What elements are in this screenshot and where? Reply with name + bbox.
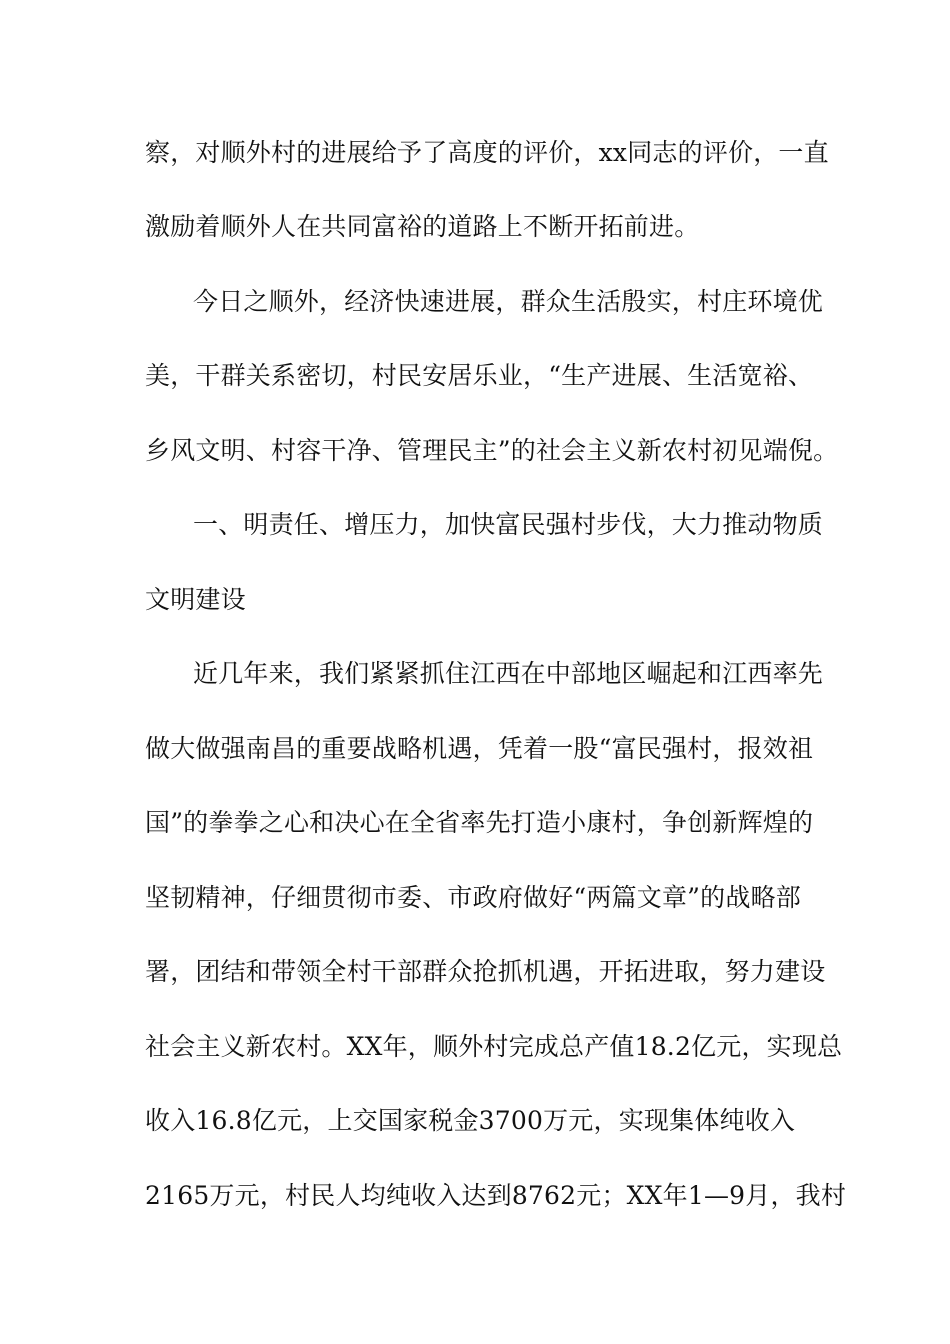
paragraph-line-9: 做大做强南昌的重要战略机遇，凭着一股“富民强村，报效祖 bbox=[145, 734, 814, 763]
paragraph-line-1: 察，对顺外村的进展给予了高度的评价，xx同志的评价，一直 bbox=[145, 138, 829, 167]
paragraph-line-5: 乡风文明、村容干净、管理民主”的社会主义新农村初见端倪。 bbox=[145, 436, 839, 465]
paragraph-line-8: 近几年来，我们紧紧抓住江西在中部地区崛起和江西率先 bbox=[193, 659, 824, 688]
paragraph-line-4: 美，干群关系密切，村民安居乐业，“生产进展、生活宽裕、 bbox=[145, 361, 814, 390]
paragraph-line-10: 国”的拳拳之心和决心在全省率先打造小康村，争创新辉煌的 bbox=[145, 808, 814, 837]
paragraph-line-15: 2165万元，村民人均纯收入达到8762元；XX年1—9月，我村 bbox=[145, 1181, 847, 1210]
paragraph-line-3: 今日之顺外，经济快速进展，群众生活殷实，村庄环境优 bbox=[193, 287, 824, 316]
section-heading-line-2: 文明建设 bbox=[145, 585, 246, 614]
paragraph-line-12: 署，团结和带领全村干部群众抢抓机遇，开拓进取，努力建设 bbox=[145, 957, 826, 986]
paragraph-line-2: 激励着顺外人在共同富裕的道路上不断开拓前进。 bbox=[145, 212, 700, 241]
section-heading-line-1: 一、明责任、增压力，加快富民强村步伐，大力推动物质 bbox=[193, 510, 824, 539]
paragraph-line-11: 坚韧精神，仔细贯彻市委、市政府做好“两篇文章”的战略部 bbox=[145, 883, 801, 912]
paragraph-line-14: 收入16.8亿元，上交国家税金3700万元，实现集体纯收入 bbox=[145, 1106, 796, 1135]
paragraph-line-13: 社会主义新农村。XX年，顺外村完成总产值18.2亿元，实现总 bbox=[145, 1032, 843, 1061]
